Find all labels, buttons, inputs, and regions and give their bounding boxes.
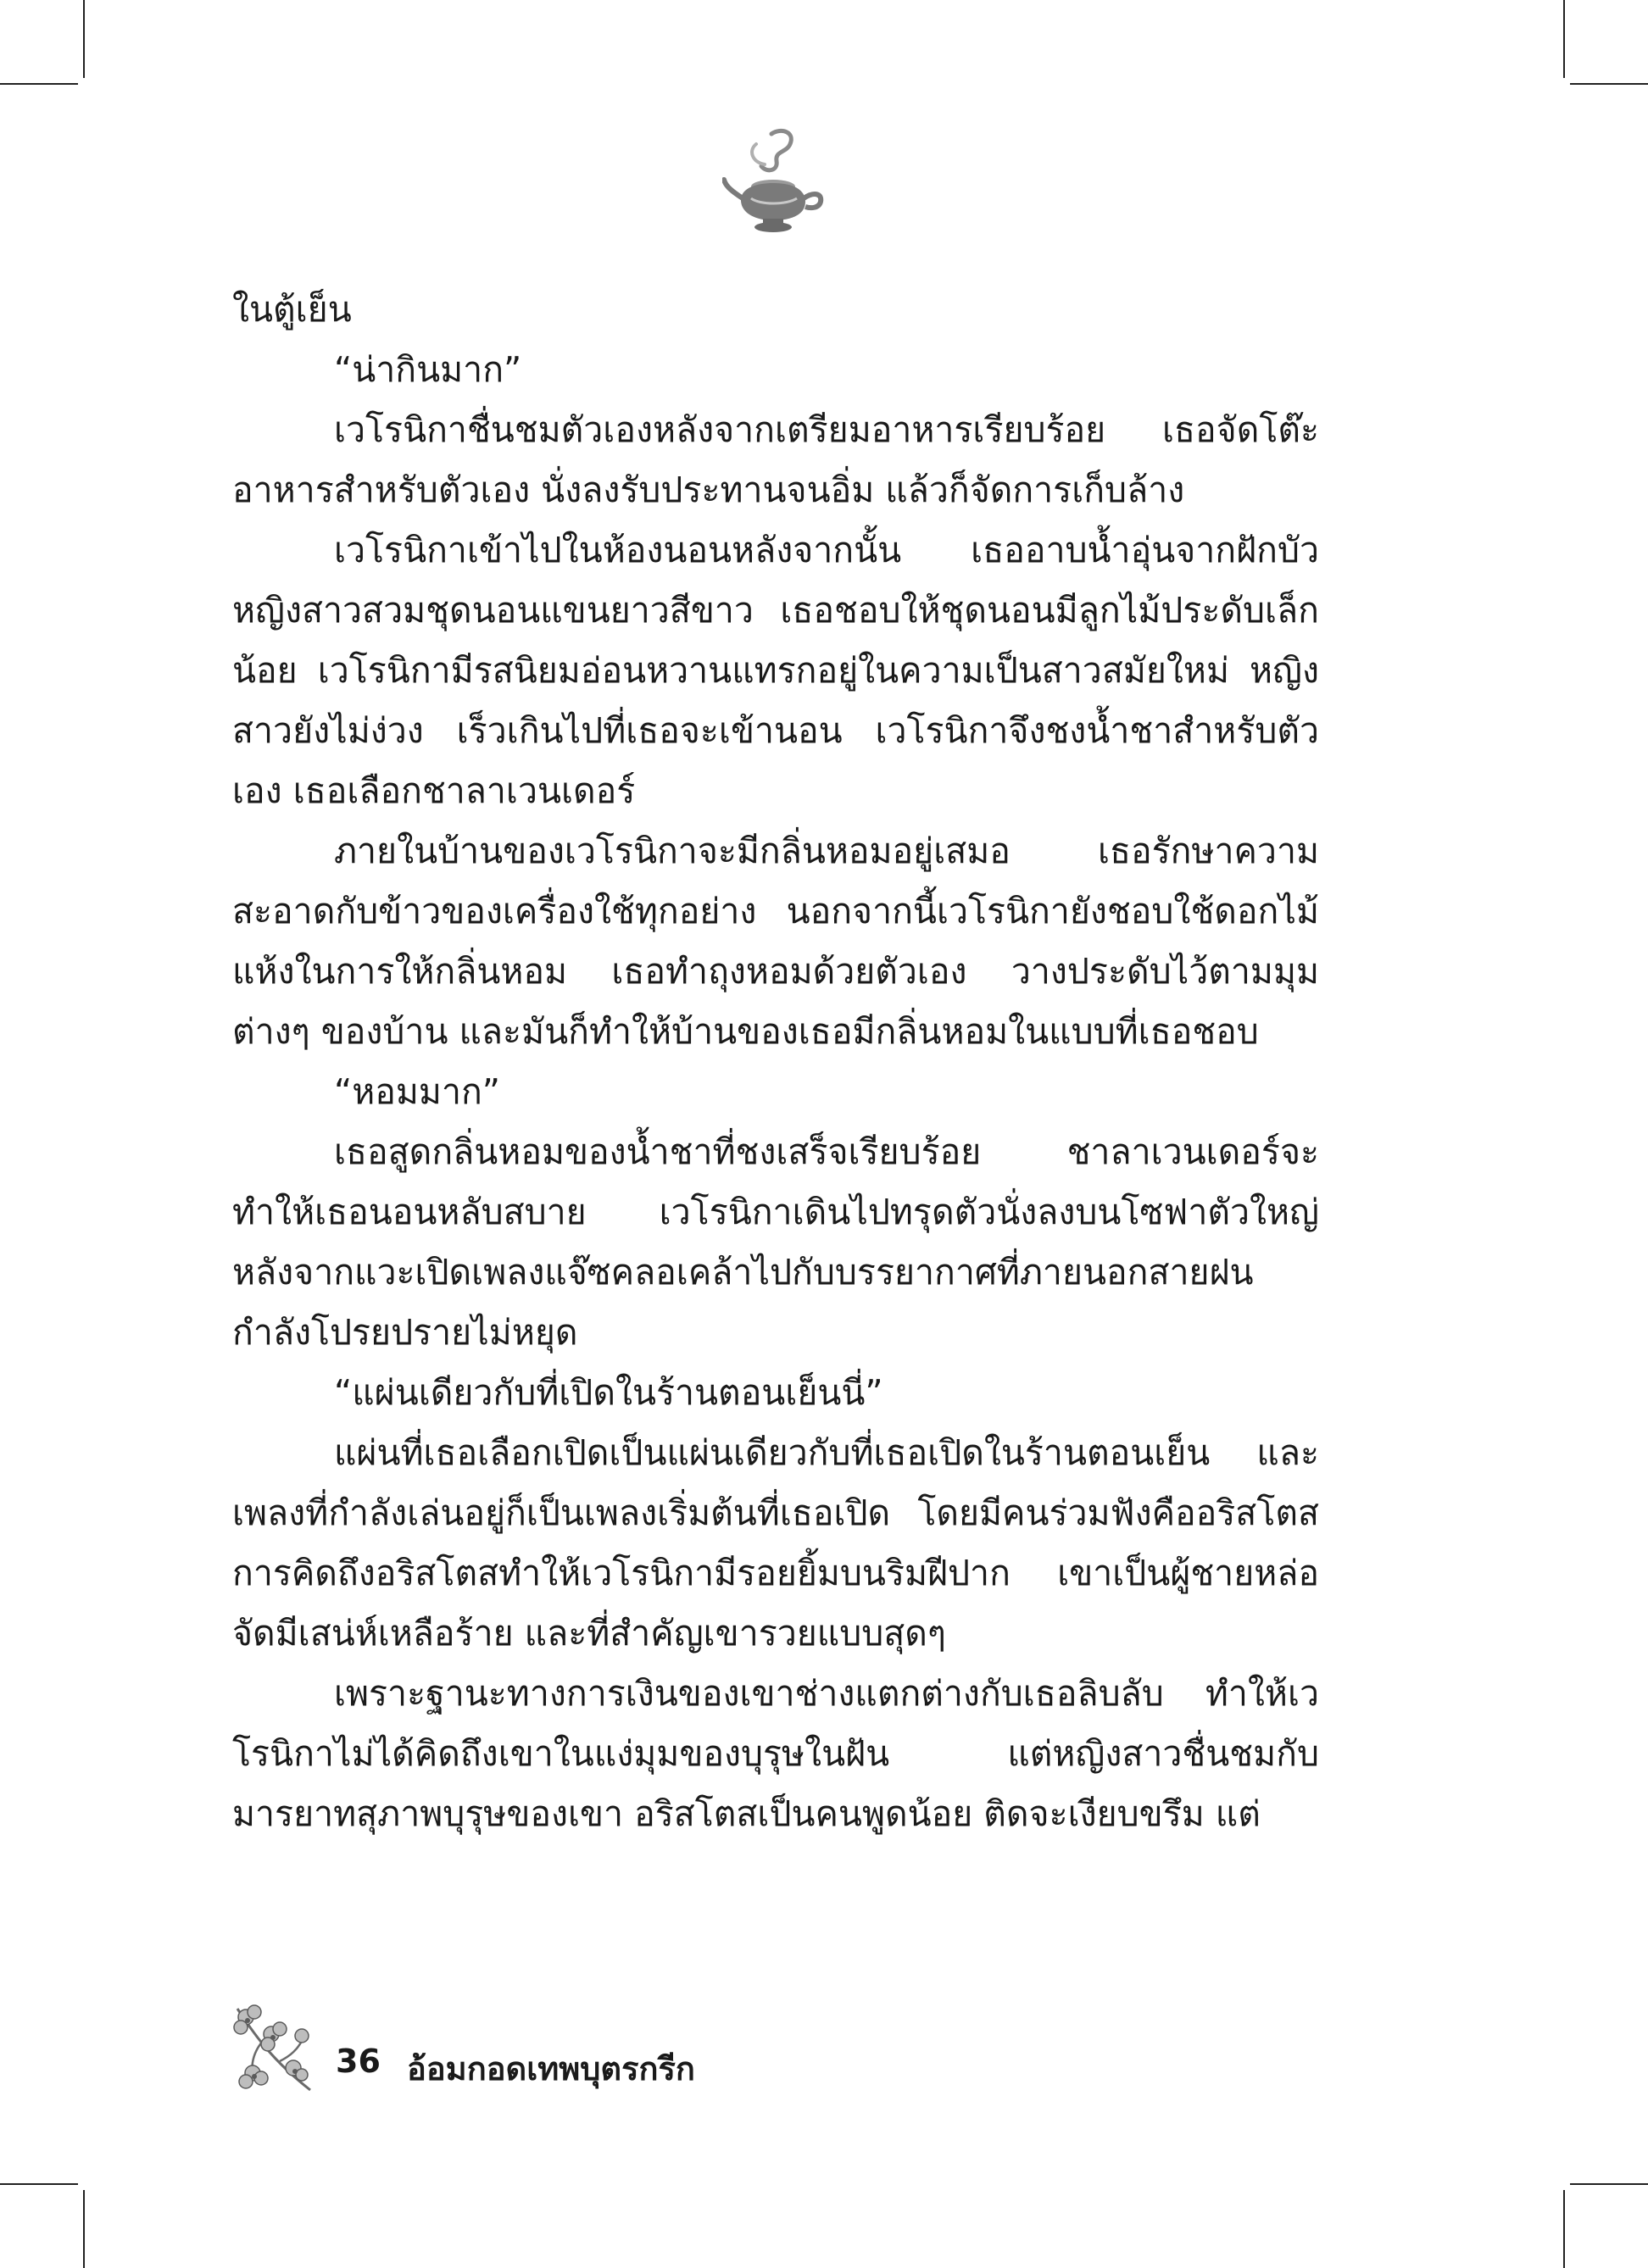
crop-mark	[83, 0, 85, 78]
paragraph: “น่ากินมาก”	[334, 349, 522, 390]
crop-mark	[1570, 2183, 1648, 2185]
paragraph: ในตู้เย็น	[232, 289, 352, 330]
page-number: 36	[336, 2043, 381, 2080]
crop-mark	[1563, 2190, 1565, 2268]
crop-mark	[0, 2183, 78, 2185]
flower-branch-icon	[229, 2000, 317, 2095]
paragraph: “แผ่นเดียวกับที่เปิดในร้านตอนเย็นนี่”	[334, 1372, 883, 1413]
page-footer	[229, 2000, 907, 2102]
paragraph: ภายในบ้านของเวโรนิกาจะมีกลิ่นหอมอยู่เสมอ เธอรักษาความสะอาดกับข้าวของเครื่องใช้ทุกอย่าง นอกจากนี้เวโรนิกายังชอบใช้ดอกไม้แห้งในการให้กลิ่นหอม เธอทำถุงหอมด้วยตัวเอง วางประดับไว้ตามมุมต่างๆ ของบ้าน และมันก็ทำให้บ้านของเธอมีกลิ่นหอมในแบบที่เธอชอบ	[232, 831, 1319, 1052]
crop-mark	[1563, 0, 1565, 78]
crop-mark	[83, 2190, 85, 2268]
paragraph: เวโรนิกาเข้าไปในห้องนอนหลังจากนั้น เธออาบน้ำอุ่นจากฝักบัว หญิงสาวสวมชุดนอนแขนยาวสีขาว เธอชอบให้ชุดนอนมีลูกไม้ประดับเล็กน้อย เวโรนิกามีรสนิยมอ่อนหวานแทรกอยู่ในความเป็นสาวสมัยใหม่ หญิงสาวยังไม่ง่วง เร็วเกินไปที่เธอจะเข้านอน เวโรนิกาจึงชงน้ำชาสำหรับตัวเอง เธอเลือกชาลาเวนเดอร์	[232, 530, 1319, 811]
page-text	[232, 280, 1319, 1844]
paragraph: เธอสูดกลิ่นหอมของน้ำชาที่ชงเสร็จเรียบร้อย ชาลาเวนเดอร์จะทำให้เธอนอนหลับสบาย เวโรนิกาเดินไปทรุดตัวนั่งลงบนโซฟาตัวใหญ่ หลังจากแวะเปิดเพลงแจ๊ซคลอเคล้าไปกับบรรยากาศที่ภายนอกสายฝนกำลังโปรยปรายไม่หยุด	[232, 1131, 1319, 1353]
paragraph: “หอมมาก”	[334, 1071, 501, 1112]
paragraph: แผ่นที่เธอเลือกเปิดเป็นแผ่นเดียวกับที่เธอเปิดในร้านตอนเย็น และเพลงที่กำลังเล่นอยู่ก็เป็นเพลงเริ่มต้นที่เธอเปิด โดยมีคนร่วมฟังคืออริสโตส การคิดถึงอริสโตสทำให้เวโรนิกามีรอยยิ้มบนริมฝีปาก เขาเป็นผู้ชายหล่อจัดมีเสน่ห์เหลือร้าย และที่สำคัญเขารวยแบบสุดๆ	[232, 1432, 1319, 1654]
paragraph: เพราะฐานะทางการเงินของเขาช่างแตกต่างกับเธอลิบลับ ทำให้เวโรนิกาไม่ได้คิดถึงเขาในแง่มุมของบุรุษในฝัน แต่หญิงสาวชื่นชมกับมารยาทสุภาพบุรุษของเขา อริสโตสเป็นคนพูดน้อย ติดจะเงียบขรึม แต่	[232, 1673, 1319, 1834]
crop-mark	[0, 83, 78, 85]
genie-lamp-icon	[722, 127, 824, 246]
crop-mark	[1570, 83, 1648, 85]
book-title: อ้อมกอดเทพบุตรกรีก	[407, 2050, 695, 2087]
paragraph: เวโรนิกาชื่นชมตัวเองหลังจากเตรียมอาหารเรียบร้อย เธอจัดโต๊ะอาหารสำหรับตัวเอง นั่งลงรับประทานจนอิ่ม แล้วก็จัดการเก็บล้าง	[232, 409, 1319, 510]
